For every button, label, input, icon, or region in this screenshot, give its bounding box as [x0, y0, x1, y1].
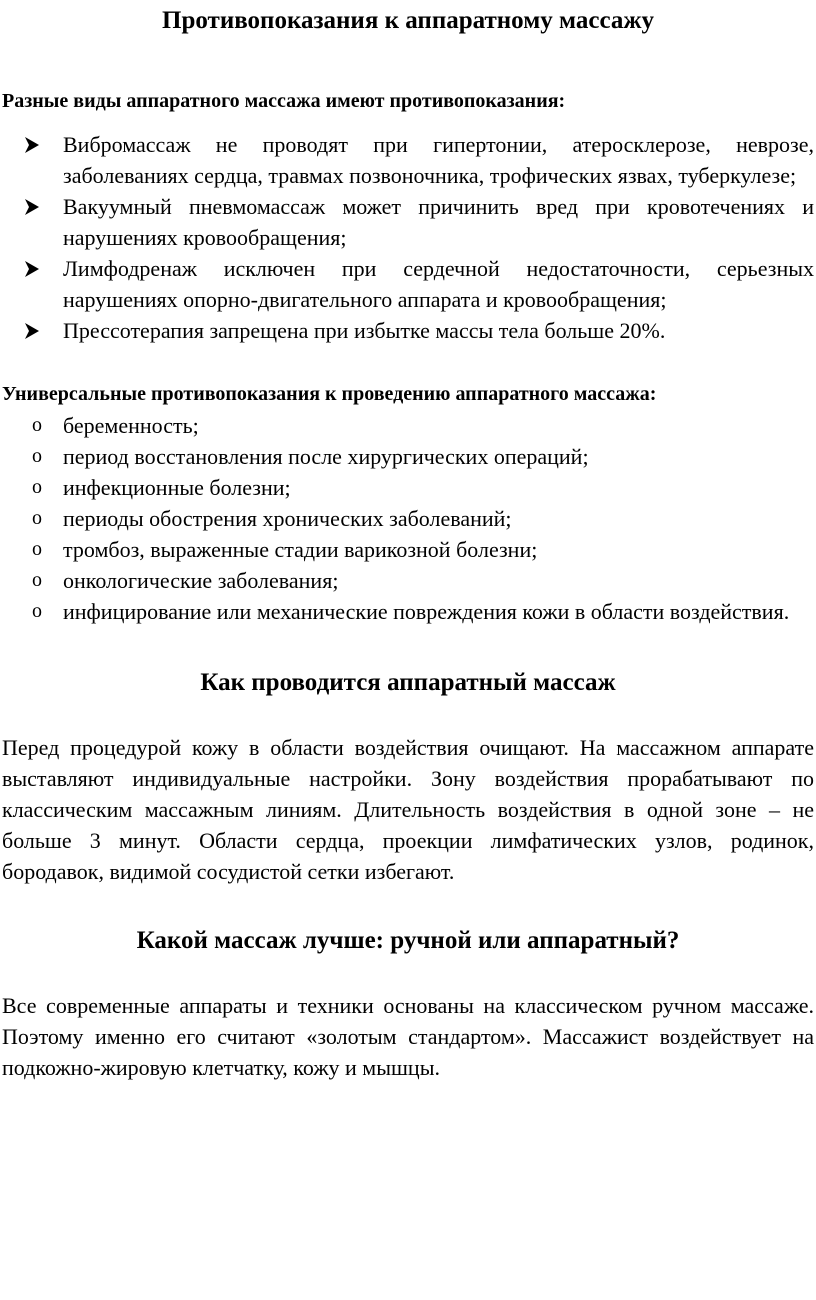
list-item: [2, 534, 814, 565]
section4-heading: Какой массаж лучше: ручной или аппаратный?: [136, 927, 680, 954]
section4-text: Все современные аппараты и техники основаны на классическом ручном массаже. Поэтому именно его считают «золотым стандартом». Массажист воздействует на подкожно-жировую клетчатку, кожу и мышцы.: [2, 993, 814, 1080]
circle-bullet-icon: o: [32, 507, 42, 529]
list-item: [2, 441, 814, 472]
circle-bullet-icon: o: [32, 445, 42, 467]
arrow-bullet-icon: [24, 253, 52, 284]
list-item-text: периоды обострения хронических заболеваний;: [63, 506, 512, 531]
list-item: [2, 315, 814, 346]
circle-bullet-icon: o: [32, 600, 42, 622]
circle-bullet-icon: o: [32, 569, 42, 591]
section3-text: Перед процедурой кожу в области воздействия очищают. На массажном аппарате выставляют индивидуальные настройки. Зону воздействия прорабатывают по классическим массажным линиям. Длительность воздействия в одной зоне – не больше 3 минут. Области сердца, проекции лимфатических узлов, родинок, бородавок, видимой сосудистой сетки избегают.: [2, 735, 814, 884]
list-item: [2, 253, 814, 315]
list-item: [2, 503, 814, 534]
section1-heading: Разные виды аппаратного массажа имеют противопоказания:: [2, 90, 566, 112]
circle-bullet-icon: o: [32, 476, 42, 498]
list-item: [2, 129, 814, 191]
list-item: [2, 472, 814, 503]
section2-list: [2, 410, 814, 627]
list-item-text: инфекционные болезни;: [63, 475, 291, 500]
list-item: [2, 191, 814, 253]
section2-heading: Универсальные противопоказания к проведению аппаратного массажа:: [2, 383, 657, 405]
list-item-text: инфицирование или механические повреждения кожи в области воздействия.: [63, 599, 790, 624]
list-item-text: тромбоз, выраженные стадии варикозной болезни;: [63, 537, 538, 562]
list-item: [2, 410, 814, 441]
list-item-text: Прессотерапия запрещена при избытке массы тела больше 20%.: [63, 318, 666, 343]
list-item-text: онкологические заболевания;: [63, 568, 339, 593]
list-item: [2, 565, 814, 596]
page-title: Противопоказания к аппаратному массажу: [162, 7, 654, 34]
list-item-text: Вакуумный пневмомассаж может причинить вред при кровотечениях и нарушениях кровообращения;: [63, 194, 814, 250]
arrow-bullet-icon: [24, 315, 52, 346]
list-item-text: Вибромассаж не проводят при гипертонии, атеросклерозе, неврозе, заболеваниях сердца, травмах позвоночника, трофических язвах, туберкулезе;: [63, 132, 814, 188]
circle-bullet-icon: o: [32, 538, 42, 560]
section1-list: [2, 129, 814, 346]
section3-heading: Как проводится аппаратный массаж: [200, 669, 616, 696]
list-item-text: период восстановления после хирургических операций;: [63, 444, 589, 469]
list-item-text: беременность;: [63, 413, 199, 438]
arrow-bullet-icon: [24, 129, 52, 160]
arrow-bullet-icon: [24, 191, 52, 222]
list-item-text: Лимфодренаж исключен при сердечной недостаточности, серьезных нарушениях опорно-двигательного аппарата и кровообращения;: [63, 256, 814, 312]
circle-bullet-icon: o: [32, 414, 42, 436]
list-item: [2, 596, 814, 627]
